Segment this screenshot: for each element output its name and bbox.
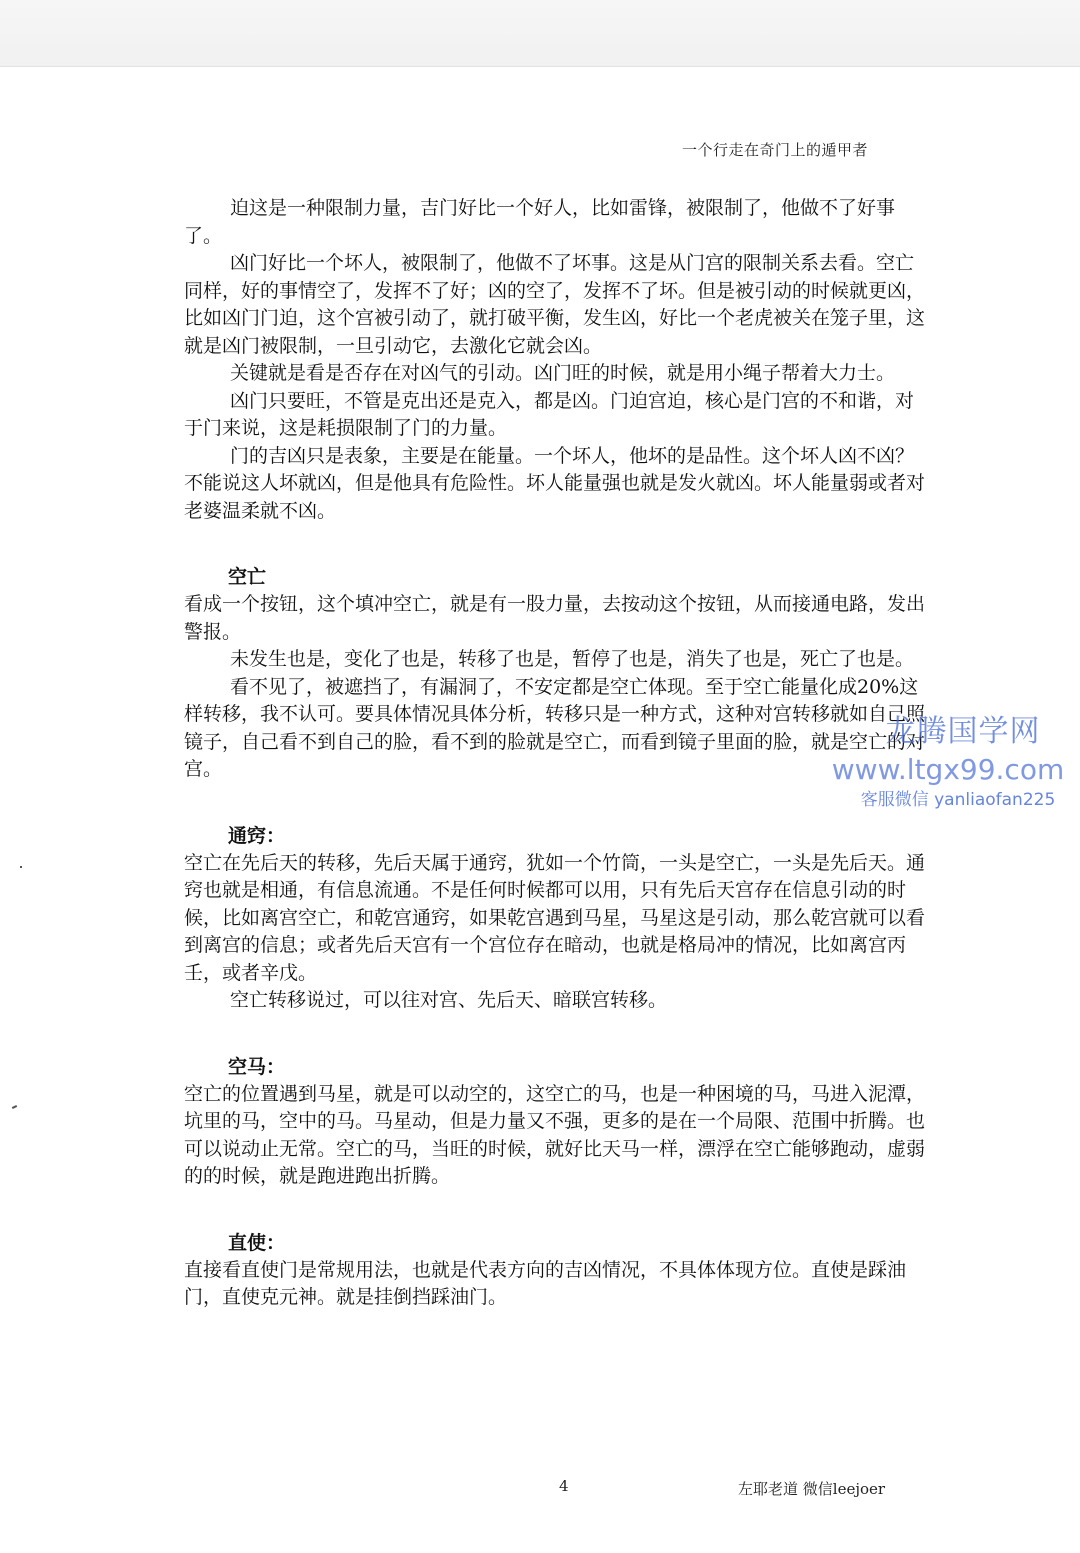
paragraph: 空亡转移说过，可以往对宫、先后天、暗联宫转移。 bbox=[230, 989, 668, 1011]
paragraph: 空亡的位置遇到马星，就是可以动空的，这空亡的马，也是一种困境的马，马进入泥潭，坑里的马，空中的马。马星动，但是力量又不强，更多的是在一个局限、范围中折腾。也可以说动止无常。空亡的马，当旺的时候，就好比天马一样，漂浮在空亡能够跑动，虚弱的的时候，就是跑进跑出折腾。 bbox=[184, 1082, 926, 1187]
paragraph: 看成一个按钮，这个填冲空亡，就是有一股力量，去按动这个按钮，从而接通电路，发出警报。 bbox=[184, 593, 926, 643]
section-heading-kongwang: 空亡 bbox=[228, 566, 267, 588]
section-heading-tongqiao: 通窍： bbox=[228, 824, 286, 847]
paragraph: 看不见了，被遮挡了，有漏洞了，不安定都是空亡体现。至于空亡能量化成20%这样转移，我不认可。要具体情况具体分析，转移只是一种方式，这种对宫转移就如自己照镜子，自己看不到自己的脸，看不到的脸就是空亡，而看到镜子里面的脸，就是空亡的对宫。 bbox=[184, 675, 926, 780]
footer-credit: 左耶老道 微信leejoer bbox=[738, 1480, 886, 1498]
section-heading-zhishi: 直使： bbox=[228, 1231, 286, 1254]
section-gap bbox=[184, 1015, 930, 1043]
watermark-contact: 客服微信 yanliaofan225 bbox=[860, 790, 1056, 810]
page-body bbox=[184, 195, 930, 1312]
section-heading-kongma: 空马： bbox=[228, 1055, 286, 1078]
paragraph: 凶门好比一个坏人，被限制了，他做不了坏事。这是从门宫的限制关系去看。空亡同样，好的事情空了，发挥不了好；凶的空了，发挥不了坏。但是被引动的时候就更凶，比如凶门门迫，这个宫被引动了，就打破平衡，发生凶，好比一个老虎被关在笼子里，这就是凶门被限制，一旦引动它，去激化它就会凶。 bbox=[184, 252, 926, 357]
section-gap bbox=[184, 1191, 930, 1219]
paragraph: 直接看直使门是常规用法，也就是代表方向的吉凶情况，不具体体现方位。直使是踩油门，直使克元神。就是挂倒挡踩油门。 bbox=[184, 1258, 907, 1308]
page-number: 4 bbox=[559, 1477, 569, 1495]
top-band bbox=[0, 0, 1080, 67]
section-gap bbox=[184, 525, 930, 553]
paragraph: 空亡在先后天的转移，先后天属于通窍，犹如一个竹筒，一头是空亡，一头是先后天。通窍也就是相通，有信息流通。不是任何时候都可以用，只有先后天宫存在信息引动的时候，比如离宫空亡，和乾宫通窍，如果乾宫遇到马星，马星这是引动，那么乾宫就可以看到离宫的信息；或者先后天宫有一个宫位存在暗动，也就是格局冲的情况，比如离宫丙壬，或者辛戊。 bbox=[184, 851, 926, 984]
paragraph: 凶门只要旺，不管是克出还是克入，都是凶。门迫宫迫，核心是门宫的不和谐，对于门来说，这是耗损限制了门的力量。 bbox=[184, 389, 915, 439]
scan-speck bbox=[12, 1105, 17, 1109]
running-header: 一个行走在奇门上的遁甲者 bbox=[682, 141, 869, 159]
scan-speck bbox=[20, 866, 22, 868]
paragraph: 门的吉凶只是表象，主要是在能量。一个坏人，他坏的是品性。这个坏人凶不凶？不能说这人坏就凶，但是他具有危险性。坏人能量强也就是发火就凶。坏人能量弱或者对老婆温柔就不凶。 bbox=[184, 444, 926, 522]
paragraph: 关键就是看是否存在对凶气的引动。凶门旺的时候，就是用小绳子帮着大力士。 bbox=[230, 362, 896, 384]
paragraph: 迫这是一种限制力量，吉门好比一个好人，比如雷锋，被限制了，他做不了好事了。 bbox=[184, 197, 896, 247]
section-gap bbox=[184, 784, 930, 812]
watermark-url: www.ltgx99.com bbox=[831, 753, 1065, 786]
paragraph: 未发生也是，变化了也是，转移了也是，暂停了也是，消失了也是，死亡了也是。 bbox=[230, 648, 915, 670]
watermark-title: 龙腾国学网 bbox=[885, 714, 1041, 749]
